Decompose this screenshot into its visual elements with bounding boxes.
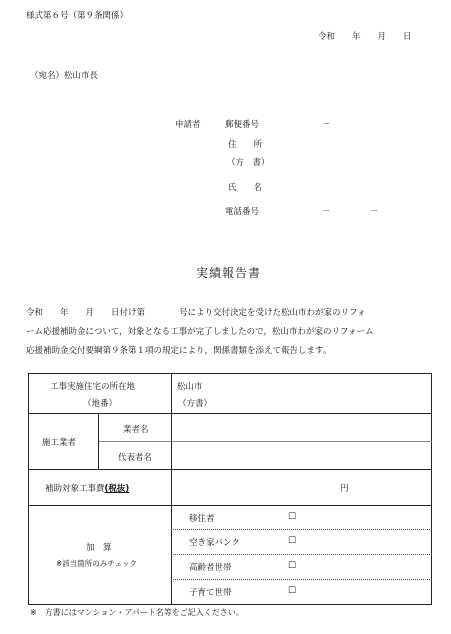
bonus-label: 加 算	[86, 543, 112, 553]
phone-dash-1: －	[322, 207, 331, 217]
contractor-name-label: 業者名	[123, 425, 149, 435]
site-label-sub: （地番）	[83, 399, 118, 409]
site-value-sub: （方書）	[178, 399, 213, 409]
bonus-item-childcare-household: 子育て世帯	[189, 588, 232, 598]
contractor-label: 施工業者	[42, 438, 77, 448]
name-label: 氏 名	[228, 183, 263, 193]
phone-label: 電話番号	[225, 207, 260, 217]
site-value: 松山市	[177, 382, 203, 392]
date-line: 令和 年 月 日	[318, 32, 412, 42]
address-sub-label: （方 書）	[227, 158, 270, 168]
cost-label	[45, 482, 129, 494]
footnote: ※ 方書にはマンション・アパート名等をご記入ください。	[30, 608, 244, 617]
checkbox-vacant-house-bank[interactable]: □	[288, 535, 297, 545]
addressee: （宛名）松山市長	[30, 71, 99, 81]
checkbox-childcare-household[interactable]: □	[288, 585, 297, 595]
bonus-item-vacant-house-bank: 空き家バンク	[189, 538, 240, 548]
address-label: 住 所	[228, 140, 263, 150]
document-title: 実績報告書	[196, 266, 262, 280]
postal-code-label: 郵便番号	[225, 120, 260, 130]
bonus-note: ※該当箇所のみチェック	[56, 559, 138, 568]
site-label: 工事実施住宅の所在地	[50, 382, 136, 392]
form-number: 様式第６号（第９条関係）	[26, 11, 129, 21]
bonus-item-migrant: 移住者	[189, 514, 215, 524]
cost-unit: 円	[340, 484, 349, 494]
body-line-2: ーム応援補助金について，対象となる工事が完了しましたので，松山市わが家のリフォーム	[26, 327, 374, 337]
checkbox-elderly-household[interactable]: □	[288, 560, 297, 570]
postal-code-dash: －	[322, 120, 331, 130]
phone-dash-2: －	[370, 207, 379, 217]
checkbox-migrant[interactable]: □	[288, 511, 297, 521]
body-line-1: 令和 年 月 日付け第 号により交付決定を受けた松山市わが家のリフォ	[26, 308, 366, 318]
body-line-3: 応援補助金交付要綱第９条第１項の規定により，関係書類を添えて報告します。	[26, 346, 332, 356]
contractor-rep-label: 代表者名	[118, 453, 153, 463]
bonus-item-elderly-household: 高齢者世帯	[189, 563, 232, 573]
cost-tax-note: (税抜)	[104, 484, 130, 494]
applicant-label: 申請者	[175, 120, 201, 130]
cost-label-text: 補助対象工事費	[45, 484, 105, 494]
